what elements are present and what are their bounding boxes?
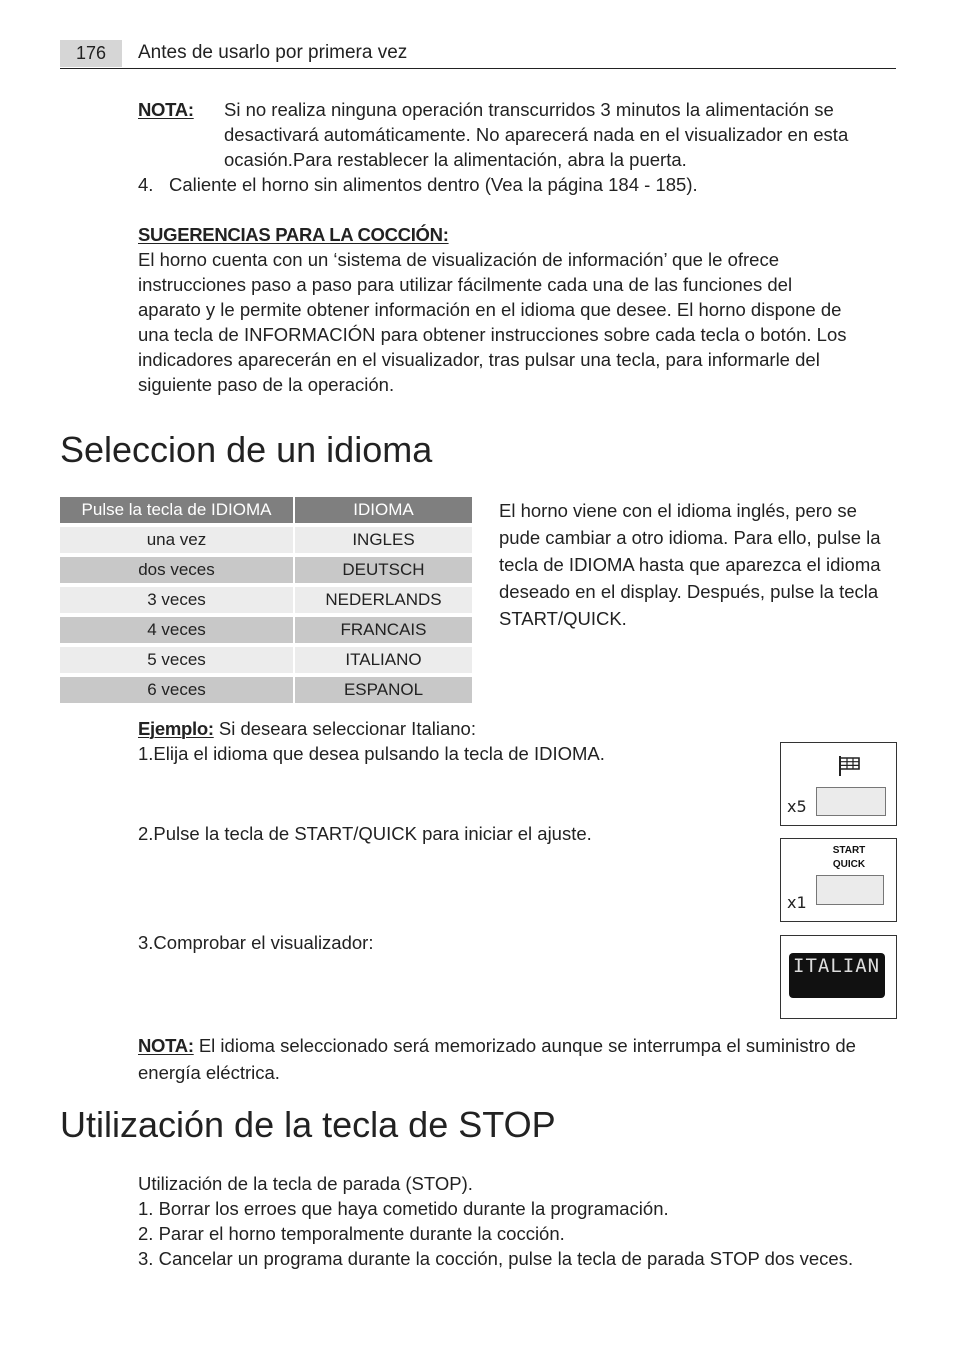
language-key-figure <box>780 742 897 826</box>
suggestions-line: El horno cuenta con un ‘sistema de visualización de información’ que le ofrece <box>138 249 780 270</box>
table-header-row <box>60 497 472 523</box>
suggestions-heading: SUGERENCIAS PARA LA COCCIÓN: <box>138 224 449 245</box>
suggestions-line: siguiente paso de la operación. <box>138 374 395 395</box>
note1-line: Si no realiza ninguna operación transcurridos 3 minutos la alimentación se <box>224 99 834 120</box>
list-item-number: 2. <box>138 1223 154 1244</box>
header-divider <box>60 68 896 69</box>
press-count: x5 <box>787 797 807 816</box>
display-figure <box>780 935 897 1019</box>
list-item-number: 1. <box>138 1198 154 1219</box>
note2-line2: energía eléctrica. <box>138 1062 280 1083</box>
section-title-language: Seleccion de un idioma <box>60 429 433 470</box>
start-key-label <box>819 844 879 872</box>
press-count: x1 <box>787 893 807 912</box>
table-cell: FRANCAIS <box>295 617 472 643</box>
flag-icon <box>838 755 862 777</box>
list-item-text: Cancelar un programa durante la cocción, pulse la tecla de parada STOP dos veces. <box>158 1248 854 1269</box>
table-cell: 4 veces <box>60 617 295 643</box>
language-table <box>60 493 472 707</box>
table-cell: dos veces <box>60 557 295 583</box>
suggestions-line: indicadores aparecerán en el visualizador, tras pulsar una tecla, para informarle del <box>138 349 820 370</box>
suggestions-line: una tecla de INFORMACIÓN para obtener instrucciones sobre cada tecla o botón. Los <box>138 324 847 345</box>
start-quick-button[interactable] <box>816 875 884 905</box>
table-cell: INGLES <box>295 527 472 553</box>
start-label-line1: START <box>832 845 866 856</box>
list-item-text: Borrar los erroes que haya cometido durante la programación. <box>158 1198 669 1219</box>
table-row <box>60 527 472 553</box>
table-cell: ITALIANO <box>295 647 472 673</box>
suggestions-line: aparato y le permite obtener información en el idioma que desee. El horno dispone de <box>138 299 842 320</box>
display-screen <box>789 953 885 998</box>
language-key-button[interactable] <box>816 787 886 816</box>
table-row <box>60 617 472 643</box>
note2-label: NOTA: <box>138 1035 194 1056</box>
example-step3: 3.Comprobar el visualizador: <box>138 932 374 953</box>
list-item <box>138 1221 565 1246</box>
table-cell: 3 veces <box>60 587 295 613</box>
language-intro-line: START/QUICK. <box>499 608 627 629</box>
step4-text: Caliente el horno sin alimentos dentro (Vea la página 184 - 185). <box>169 174 698 195</box>
example-step1: 1.Elija el idioma que desea pulsando la tecla de IDIOMA. <box>138 743 605 764</box>
note1-line: ocasión.Para restablecer la alimentación, abra la puerta. <box>224 149 687 170</box>
table-header-cell: Pulse la tecla de IDIOMA <box>60 497 295 523</box>
table-row <box>60 587 472 613</box>
table-cell: NEDERLANDS <box>295 587 472 613</box>
display-text: ITALIAN <box>793 955 881 977</box>
start-key-figure <box>780 838 897 922</box>
table-row <box>60 677 472 703</box>
table-cell: ESPANOL <box>295 677 472 703</box>
header-title: Antes de usarlo por primera vez <box>138 42 408 63</box>
table-row <box>60 557 472 583</box>
section-title-stop: Utilización de la tecla de STOP <box>60 1104 556 1145</box>
list-item-text: Parar el horno temporalmente durante la cocción. <box>158 1223 565 1244</box>
table-cell: una vez <box>60 527 295 553</box>
table-cell: DEUTSCH <box>295 557 472 583</box>
note1-label: NOTA: <box>138 99 194 120</box>
language-intro-line: tecla de IDIOMA hasta que aparezca el idioma <box>499 554 881 575</box>
example-line <box>138 716 476 741</box>
start-label-line2: QUICK <box>832 859 866 870</box>
example-label: Ejemplo: <box>138 718 214 739</box>
note2-line <box>138 1033 856 1058</box>
list-item-number: 3. <box>138 1248 154 1269</box>
language-intro-line: deseado en el display. Después, pulse la tecla <box>499 581 879 602</box>
list-item <box>138 1196 669 1221</box>
table-cell: 6 veces <box>60 677 295 703</box>
list-item <box>138 1246 853 1271</box>
table-header-cell: IDIOMA <box>295 497 472 523</box>
language-intro-line: El horno viene con el idioma inglés, pero se <box>499 500 857 521</box>
example-step2: 2.Pulse la tecla de START/QUICK para iniciar el ajuste. <box>138 823 592 844</box>
note1-line: desactivará automáticamente. No aparecerá nada en el visualizador en esta <box>224 124 849 145</box>
suggestions-line: instrucciones paso a paso para utilizar fácilmente cada una de las funciones del <box>138 274 793 295</box>
example-text: Si deseara seleccionar Italiano: <box>213 718 476 739</box>
language-intro-line: pude cambiar a otro idioma. Para ello, pulse la <box>499 527 881 548</box>
stop-intro: Utilización de la tecla de parada (STOP). <box>138 1173 473 1194</box>
table-cell: 5 veces <box>60 647 295 673</box>
note2-text: El idioma seleccionado será memorizado aunque se interrumpa el suministro de <box>193 1035 856 1056</box>
page-number: 176 <box>60 40 122 67</box>
step4-number: 4. <box>138 174 154 195</box>
table-row <box>60 647 472 673</box>
